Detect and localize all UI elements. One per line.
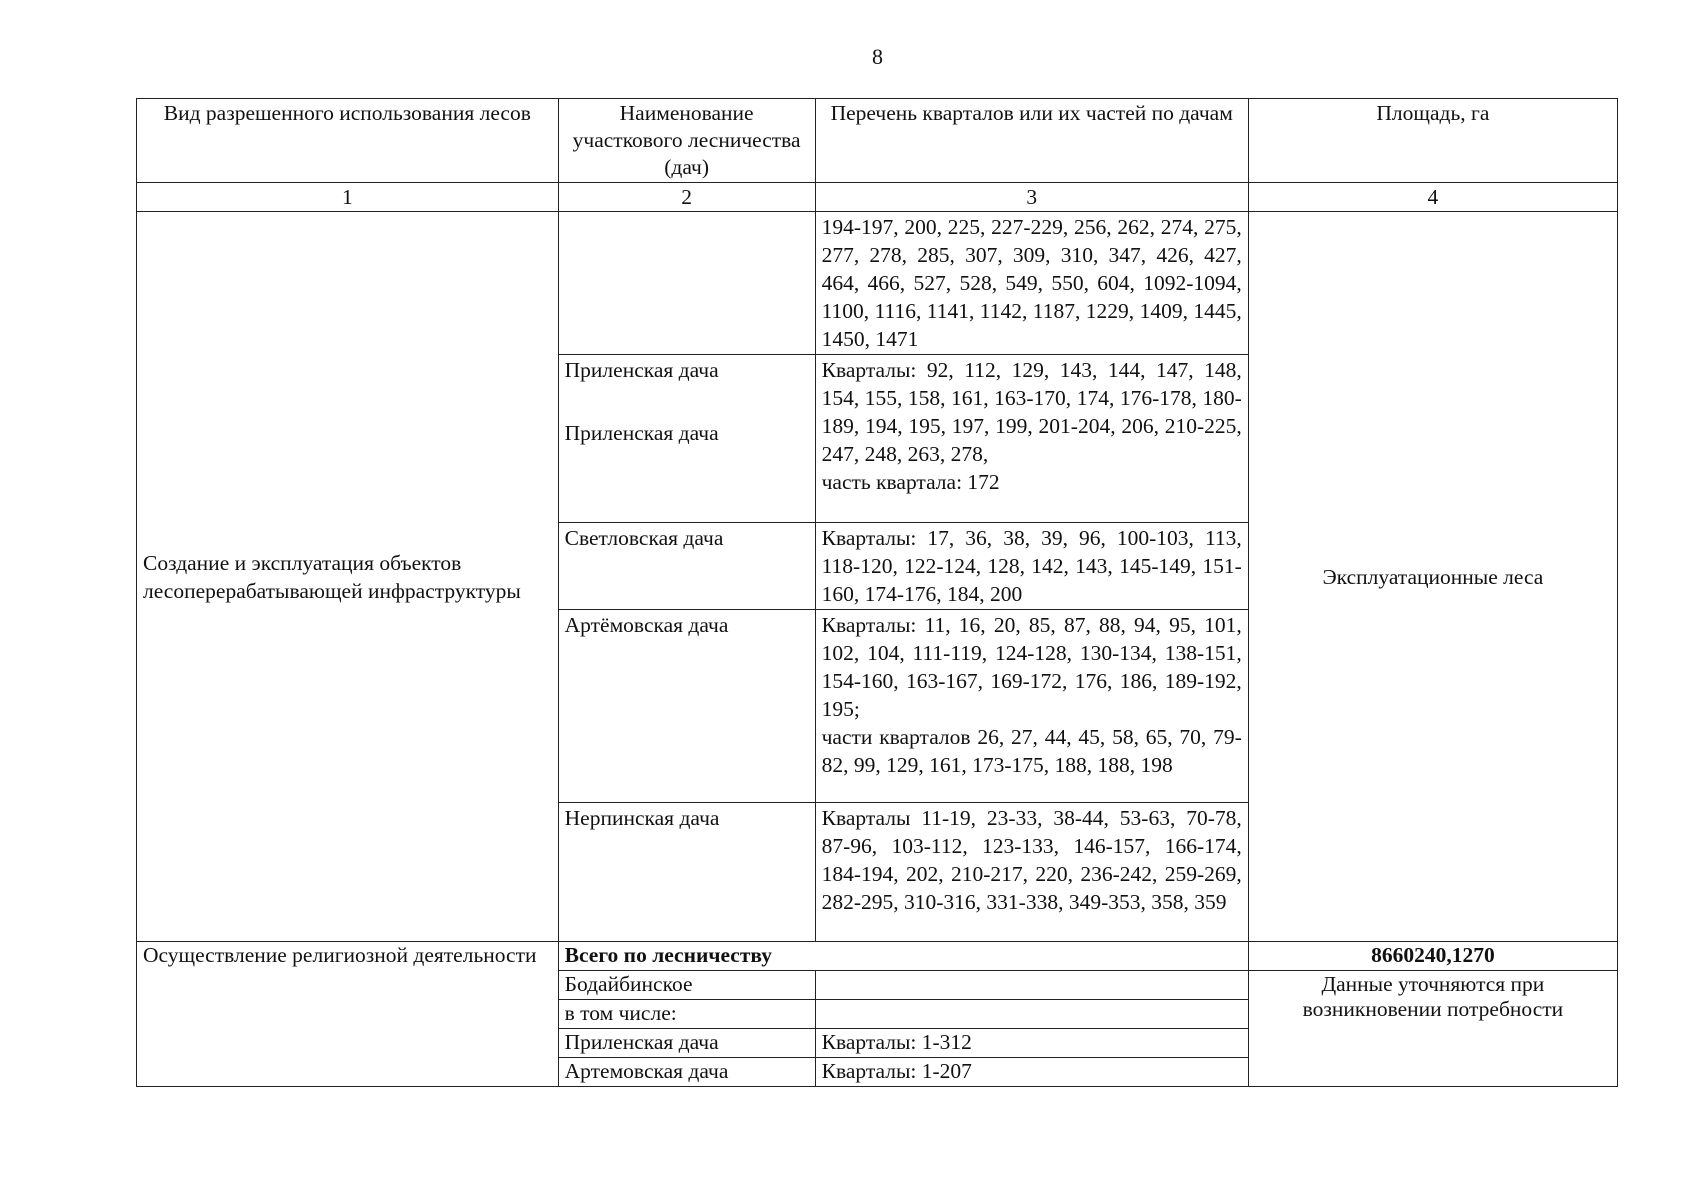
forestry-name-cell: [558, 212, 815, 355]
header-area: Площадь, га: [1248, 99, 1617, 183]
column-number-3: 3: [815, 183, 1248, 212]
column-number-4: 4: [1248, 183, 1617, 212]
header-quarters-list: Перечень кварталов или их частей по дачам: [815, 99, 1248, 183]
forestry-name-cell: Светловская дача: [558, 523, 815, 610]
area-cell: Эксплуатационные леса: [1248, 212, 1617, 942]
header-use-type: Вид разрешенного использования лесов: [137, 99, 559, 183]
quarters-cell: Кварталы 11-19, 23-33, 38-44, 53-63, 70-78, 87-96, 103-112, 123-133, 146-157, 166-174, 184-194, 202, 210-217, 220, 236-242, 259-269, 282-295, 310-316, 331-338, 349-353, 358, 359: [815, 803, 1248, 942]
forestry-name-line: Приленская дача: [564, 421, 719, 445]
total-label: Всего по лесничеству: [558, 942, 1248, 971]
quarters-cell: [815, 355, 1248, 523]
quarters-part: часть квартала: 172: [821, 470, 1000, 494]
quarters-cell: [815, 610, 1248, 803]
column-number-row: [137, 183, 1618, 212]
quarters-parts: части кварталов 26, 27, 44, 45, 58, 65, 70, 79-82, 99, 129, 161, 173-175, 188, 188, 198: [821, 725, 1242, 777]
forest-use-table: [136, 98, 1618, 1087]
quarters-cell: 194-197, 200, 225, 227-229, 256, 262, 274, 275, 277, 278, 285, 307, 309, 310, 347, 426, 427, 464, 466, 527, 528, 549, 550, 604, 1092-1094, 1100, 1116, 1141, 1142, 1187, 1229, 1409, 1445, 1450, 1471: [815, 212, 1248, 355]
table-row: [137, 942, 1618, 971]
use-type-cell: Осуществление религиозной деятельности: [137, 942, 559, 1087]
quarters-cell: Кварталы: 17, 36, 38, 39, 96, 100-103, 113, 118-120, 122-124, 128, 142, 143, 145-149, 151-160, 174-176, 184, 200: [815, 523, 1248, 610]
total-value: 8660240,1270: [1248, 942, 1617, 971]
page-number: 8: [872, 44, 883, 69]
header-row: [137, 99, 1618, 183]
header-forestry-name: Наименование участкового лесничества (дач): [558, 99, 815, 183]
quarters-list: Кварталы: 11, 16, 20, 85, 87, 88, 94, 95, 101, 102, 104, 111-119, 124-128, 130-134, 138-151, 154-160, 163-167, 169-172, 176, 186, 189-192, 195;: [821, 613, 1242, 721]
forestry-name-cell: Нерпинская дача: [558, 803, 815, 942]
quarters-cell: [815, 971, 1248, 1000]
forestry-name-cell: Бодайбинское: [558, 971, 815, 1000]
forestry-name-cell: [558, 355, 815, 523]
table-row: [137, 212, 1618, 355]
quarters-cell: Кварталы: 1-207: [815, 1058, 1248, 1087]
forestry-name-cell: Приленская дача: [558, 1029, 815, 1058]
quarters-cell: [815, 1000, 1248, 1029]
forestry-name-cell: в том числе:: [558, 1000, 815, 1029]
area-note-cell: Данные уточняются при возникновении потребности: [1248, 971, 1617, 1087]
quarters-cell: Кварталы: 1-312: [815, 1029, 1248, 1058]
column-number-1: 1: [137, 183, 559, 212]
forestry-name-cell: Артёмовская дача: [558, 610, 815, 803]
quarters-list: Кварталы: 92, 112, 129, 143, 144, 147, 148, 154, 155, 158, 161, 163-170, 174, 176-178, 180-189, 194, 195, 197, 199, 201-204, 206, 210-225, 247, 248, 263, 278,: [821, 358, 1242, 466]
forestry-name-cell: Артемовская дача: [558, 1058, 815, 1087]
use-type-cell: Создание и эксплуатация объектов лесоперерабатывающей инфраструктуры: [137, 212, 559, 942]
forestry-name-line: Приленская дача: [564, 358, 719, 382]
column-number-2: 2: [558, 183, 815, 212]
